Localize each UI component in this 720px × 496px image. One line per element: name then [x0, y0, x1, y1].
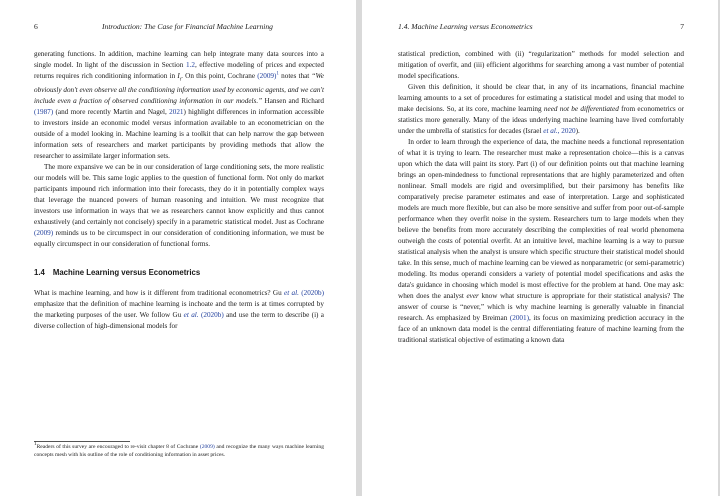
text: , its focus on maximizing prediction accuracy in the face of an unknown data model is the central differentiating feature of machine learning from the traditional statistical objective of estimating a known data	[398, 314, 684, 344]
text: What is machine learning, and how is it different from traditional econometrics? Gu	[34, 289, 285, 298]
emphasis: ever	[466, 292, 479, 300]
citation-link[interactable]: (2020b)	[198, 311, 224, 320]
text: The more expansive we can be in our consideration of large conditioning sets, the more realistic our models will be. This same logic applies to the question of functional form. Not only do market participants impound rich information into their forecasts, they do it in potentially complex ways that leverage the nuanced powers of human reasoning and intuition. We must recognize that investors use information in ways that we as researchers cannot know explicitly and thus cannot exhaustively (and certainly not concisely) specify in a parametric statistical model. Just as Cochrane	[34, 163, 324, 227]
text: and recognize the many ways machine learning concepts mesh with his outline of the role of conditioning information in asset prices.	[34, 444, 324, 458]
footnote-marker: 1	[34, 442, 37, 448]
running-title: 1.4. Machine Learning versus Econometrics	[398, 22, 533, 31]
citation-link[interactable]: (2009)	[199, 444, 215, 450]
citation-link[interactable]: (2009)	[257, 72, 277, 80]
text: Hansen and Richard	[262, 97, 324, 106]
citation-link[interactable]: (1987)	[34, 108, 54, 117]
text: emphasize that the definition of machine learning is inchoate and the term is at times corrupted by the marketing purposes of the user. We follow Gu	[34, 300, 324, 320]
emphasis: need not be differentiated	[543, 105, 619, 113]
right-page	[362, 0, 718, 496]
math-subscript: t	[179, 77, 182, 83]
citation-etal[interactable]: et al.	[284, 289, 299, 298]
text: and use the term to describe (i) a diverse collection of high-dimensional models for	[34, 311, 325, 331]
section-heading	[34, 267, 324, 278]
paragraph: statistical prediction, combined with (ii) “regularization” methods for model selection and mitigation of overfit, and (iii) efficient algorithms for searching among a vast number of potential model specifications.	[398, 50, 684, 80]
math-letter: I	[177, 72, 180, 80]
paragraph	[34, 49, 324, 162]
page-number: 6	[34, 22, 38, 31]
footnote	[34, 443, 324, 459]
text: , effective modeling of prices and expected returns requires rich conditioning information in	[34, 61, 324, 80]
quotation: “We obviously don't even observe all the conditioning information used by economic agents, and we can't include even a fraction of observed conditioning information in our models.”	[34, 72, 324, 106]
citation-link[interactable]: 2021	[169, 108, 184, 117]
paragraph	[34, 162, 324, 250]
body-text	[34, 49, 324, 332]
text: (and more recently Martin and Nagel,	[53, 108, 170, 117]
text: Readers of this survey are encouraged to re-visit chapter 8 of Cochrane	[36, 444, 200, 450]
text: . On this point, Cochrane	[181, 72, 258, 80]
citation-link[interactable]: (2020b)	[298, 289, 324, 298]
text: generating functions. In addition, machine learning can help integrate many data sources into a single model. In light of the discussion in Section	[34, 50, 324, 69]
text: reminds us to be circumspect in our consideration of conditioning information, we must be equally circumspect in our consideration of functional forms.	[34, 229, 324, 249]
body-text	[398, 49, 684, 346]
citation-link[interactable]: (2001)	[509, 314, 530, 322]
citation-link[interactable]: , 2020	[557, 127, 576, 135]
text: notes that	[278, 72, 312, 80]
section-link[interactable]: 1.2	[185, 61, 195, 69]
text: from econometrics or statistics more generally. Many of the ideas underlying machine learning have lived comfortably under the umbrella of statistics for decades (Israel	[398, 105, 684, 135]
running-title: Introduction: The Case for Financial Machine Learning	[102, 22, 273, 31]
running-head	[34, 21, 322, 33]
citation-etal[interactable]: et al.	[183, 311, 199, 320]
footnote-rule	[34, 441, 130, 442]
paragraph	[34, 288, 324, 332]
paragraph	[398, 82, 684, 137]
text: know what structure is appropriate for their statistical analysis? The answer of course is “never,” which is why machine learning is generally valuable in financial research. As emphasized by Breiman	[398, 292, 684, 322]
text: ).	[575, 127, 580, 135]
paragraph	[398, 137, 684, 346]
running-head	[398, 21, 684, 33]
section-number: 1.4	[34, 268, 45, 278]
footnote-marker[interactable]: 1	[276, 71, 279, 77]
page-number: 7	[680, 22, 684, 31]
section-title: Machine Learning versus Econometrics	[52, 268, 201, 278]
text: ) highlight differences in information accessible to investors inside an economic model versus information available to an econometrician on the outside of a model looking in. Machine learning is a toolkit that can help narrow the gap between information sets of researchers and market participants by providing methods that allow the researcher to assimilate larger information sets.	[34, 108, 324, 161]
text: In order to learn through the experience of data, the machine needs a functional representation of what it is trying to learn. The researcher must make a representation choice—this is a canvas upon which the data will paint its story. Part (i) of our definition points out that machine learning brings an open-mindedness to functional representations that are highly parameterized and often nonlinear. Small models are rigid and oversimplified, but their parsimony has benefits like comparatively precise parameter estimates and ease of interpretation. Large and sophisticated models are much more flexible, but can also be more sensitive and suffer from poor out-of-sample performance when they overfit noise in the system. Researchers turn to large models when they believe the benefits from more accurately describing the complexities of real world phenomena outweigh the costs of potential overfit. At an intuitive level, machine learning is a way to pursue statistical analysis when the analyst is unsure which specific structure their statistical model should take. In this sense, much of machine learning can be viewed as nonparametric (or semi-parametric) modeling. Its modus operandi considers a variety of potential model specifications and asks the data's guidance in choosing which model is most effective for the problem at hand. One may ask: when does the analyst	[398, 138, 684, 300]
citation-link[interactable]: (2009)	[34, 229, 54, 238]
left-page	[0, 0, 356, 496]
text: Given this definition, it should be clear that, in any of its incarnations, financial machine learning amounts to a set of procedures for estimating a statistical model and using that model to make decisions. So, at its core, machine learning	[398, 83, 684, 113]
citation-etal[interactable]: et al.	[543, 127, 558, 135]
